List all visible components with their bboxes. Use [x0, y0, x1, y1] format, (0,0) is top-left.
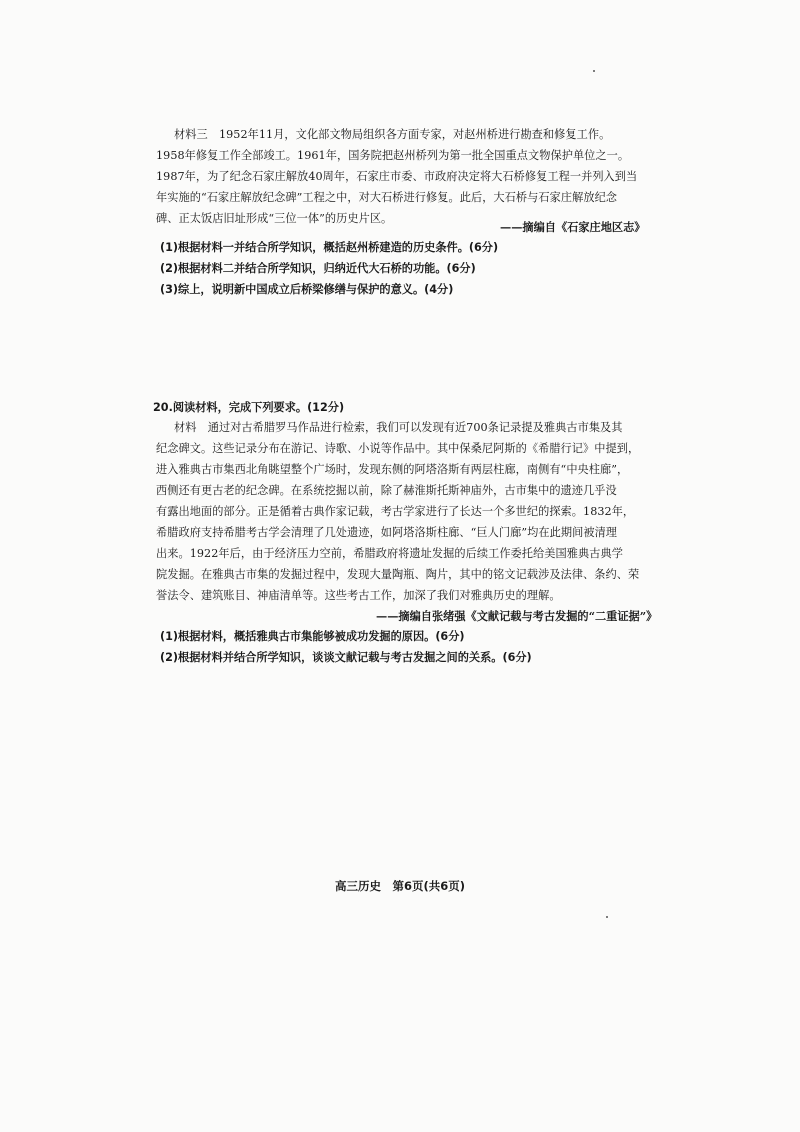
q20-material-line: 有露出地面的部分。正是循着古典作家记载，考古学家进行了长达一个多世纪的探索。1832年，: [156, 505, 635, 518]
q20-question-2: (2)根据材料并结合所学知识，谈谈文献记载与考古发掘之间的关系。(6分): [160, 651, 532, 664]
q20-heading: 20.阅读材料，完成下列要求。(12分): [153, 401, 345, 414]
q20-material-line: 誉法令、建筑账目、神庙清单等。这些考古工作，加深了我们对雅典历史的理解。: [156, 589, 561, 602]
q20-material-line: 出来。1922年后，由于经济压力空前，希腊政府将遗址发掘的后续工作委托给美国雅典古典学: [156, 547, 623, 560]
page-footer: 高三历史 第6页(共6页): [334, 879, 465, 893]
q19-question-1: (1)根据材料一并结合所学知识，概括赵州桥建造的历史条件。(6分): [160, 241, 499, 254]
q20-source: ——摘编自张绪强《文献记载与考古发掘的“二重证据”》: [376, 609, 658, 623]
material-three-line: 碑、正太饭店旧址形成“三位一体”的历史片区。: [156, 212, 393, 225]
q20-material-line: 进入雅典古市集西北角眺望整个广场时，发现东侧的阿塔洛斯有两层柱廊，南侧有“中央柱廊”，: [156, 463, 629, 476]
q20-material-line: 希腊政府支持希腊考古学会清理了几处遗迹，如阿塔洛斯柱廊、“巨人门廊”均在此期间被清理: [156, 526, 618, 539]
q20-material-line: 西侧还有更古老的纪念碑。在系统挖掘以前，除了赫淮斯托斯神庙外，古市集中的遗迹几乎没: [156, 484, 617, 497]
material-three-source: ——摘编自《石家庄地区志》: [500, 220, 646, 234]
material-three-line: 1987年，为了纪念石家庄解放40周年，石家庄市委、市政府决定将大石桥修复工程一并列入到当: [156, 170, 638, 183]
material-three-line: 年实施的“石家庄解放纪念碑”工程之中，对大石桥进行修复。此后，大石桥与石家庄解放纪念: [156, 191, 618, 204]
scan-speck: [593, 70, 595, 72]
scan-speck: [606, 916, 608, 918]
q20-question-1: (1)根据材料，概括雅典古市集能够被成功发掘的原因。(6分): [160, 630, 465, 643]
q19-question-2: (2)根据材料二并结合所学知识，归纳近代大石桥的功能。(6分): [160, 262, 476, 275]
q20-material-line: 纪念碑文。这些记录分布在游记、诗歌、小说等作品中。其中保桑尼阿斯的《希腊行记》中提到，: [156, 442, 640, 455]
material-three-line: 1958年修复工作全部竣工。1961年，国务院把赵州桥列为第一批全国重点文物保护单位之一。: [156, 149, 630, 162]
material-three-line: 材料三 1952年11月，文化部文物局组织各方面专家，对赵州桥进行勘查和修复工作。: [174, 128, 611, 141]
q19-question-3: (3)综上，说明新中国成立后桥梁修缮与保护的意义。(4分): [160, 283, 454, 296]
q20-material-line: 材料 通过对古希腊罗马作品进行检索，我们可以发现有近700条记录提及雅典古市集及其: [174, 421, 623, 434]
q20-material-line: 院发掘。在雅典古市集的发掘过程中，发现大量陶瓶、陶片，其中的铭文记载涉及法律、条约、荣: [156, 568, 640, 581]
